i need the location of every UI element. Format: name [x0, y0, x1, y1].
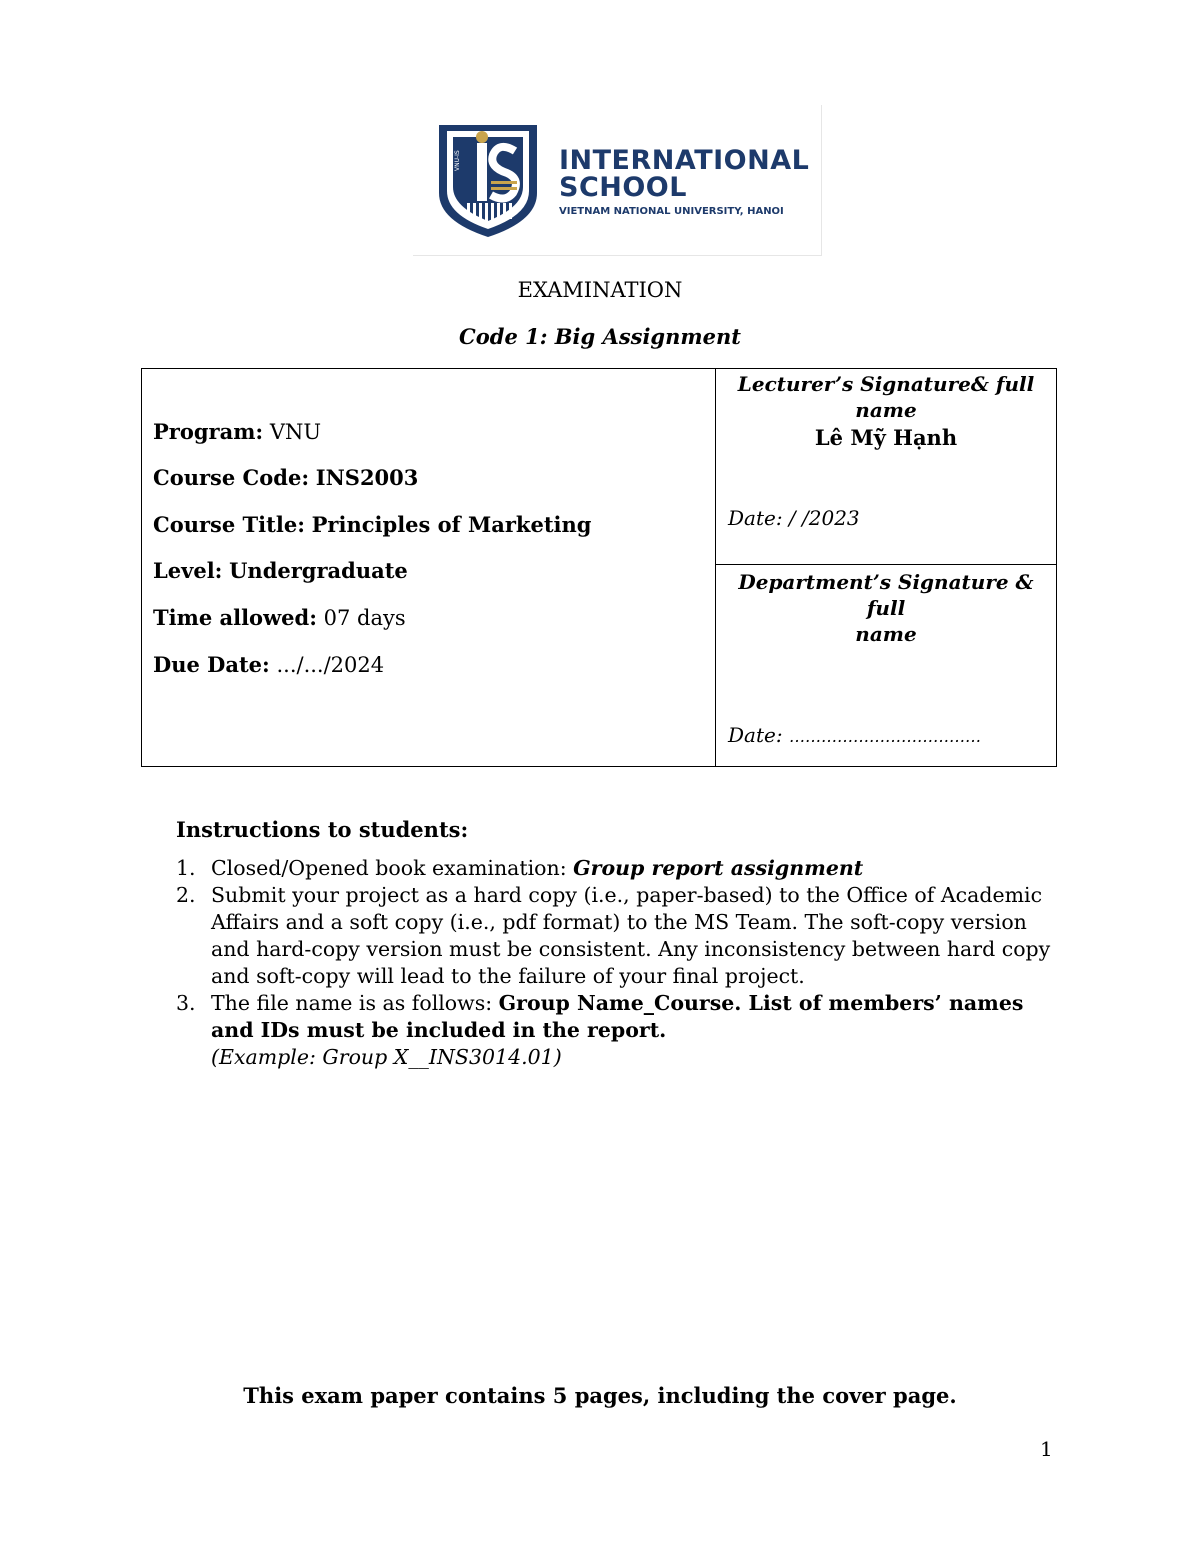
instruction-number-1: 1.	[176, 856, 196, 880]
time-allowed-label: Time allowed:	[153, 605, 317, 630]
lecturer-signature-heading: Lecturer’s Signature& full name	[737, 372, 1035, 422]
due-date-row	[153, 652, 384, 677]
level-label: Level:	[153, 558, 223, 583]
level-row	[153, 558, 408, 583]
course-details-cell	[142, 369, 716, 766]
school-logo	[413, 105, 822, 256]
course-code-label: Course Code:	[153, 465, 310, 490]
page-count-note: This exam paper contains 5 pages, including the cover page.	[243, 1383, 957, 1408]
logo-line-school: SCHOOL	[559, 172, 687, 203]
instruction-text-2: Submit your project as a hard copy (i.e., paper-based) to the Office of Academic Affairs and a soft copy (i.e., pdf format) to the MS Team. The soft-copy version and hard-copy version must be consistent. Any inconsistency between hard copy and soft-copy will lead to the failure of your final project.	[211, 883, 1051, 988]
instruction-item-1	[176, 855, 1066, 882]
lecturer-date: Date: / /2023	[728, 506, 860, 530]
logo-line-international: INTERNATIONAL	[559, 145, 810, 176]
time-allowed-row	[153, 605, 406, 630]
due-date-value: .../.../2024	[276, 653, 385, 677]
instruction-text-3: The file name is as follows:	[211, 991, 499, 1015]
department-date	[728, 723, 981, 747]
shield-icon	[437, 123, 539, 239]
course-code-row	[153, 465, 418, 490]
department-heading-line1: Department’s Signature & full	[738, 570, 1034, 620]
exam-title: EXAMINATION	[517, 278, 683, 302]
department-heading-line2: name	[855, 622, 917, 646]
course-title-row	[153, 512, 591, 537]
program-row	[153, 419, 321, 444]
svg-text:VNU-IS: VNU-IS	[454, 150, 461, 171]
department-signature-cell	[716, 565, 1056, 766]
department-date-label: Date:	[728, 723, 783, 747]
lecturer-name: Lê Mỹ Hạnh	[814, 425, 958, 450]
course-title-label: Course Title:	[153, 512, 305, 537]
department-signature-heading	[716, 569, 1056, 647]
instructions-heading: Instructions to students:	[176, 817, 469, 842]
course-info-table	[141, 368, 1057, 767]
instruction-item-3	[176, 990, 1066, 1071]
exam-code: Code 1: Big Assignment	[459, 324, 741, 349]
program-value: VNU	[269, 420, 322, 444]
program-label: Program:	[153, 419, 264, 444]
instruction-emphasis-1: Group report assignment	[573, 856, 864, 880]
lecturer-signature-cell	[716, 369, 1056, 565]
page-number: 1	[1040, 1437, 1053, 1461]
due-date-label: Due Date:	[153, 652, 270, 677]
department-date-dots: ………………………………	[788, 727, 981, 746]
instruction-item-2	[176, 882, 1066, 990]
time-allowed-value: 07 days	[323, 606, 406, 630]
course-code-value: INS2003	[315, 465, 419, 490]
instructions-list	[176, 855, 1066, 1071]
instruction-text-1: Closed/Opened book examination:	[211, 856, 574, 880]
instruction-example-3: (Example: Group X__INS3014.01)	[211, 1045, 562, 1069]
instruction-number-2: 2.	[176, 883, 196, 907]
signature-column	[716, 369, 1056, 766]
logo-line-university: VIETNAM NATIONAL UNIVERSITY, HANOI	[559, 206, 784, 217]
level-value: Undergraduate	[229, 558, 408, 583]
instruction-bold-3: Group Name_Course. List of members’ names and IDs must be included in the report.	[211, 991, 1024, 1042]
logo-wordmark	[559, 147, 809, 217]
instruction-number-3: 3.	[176, 991, 196, 1015]
course-title-value: Principles of Marketing	[311, 512, 592, 537]
